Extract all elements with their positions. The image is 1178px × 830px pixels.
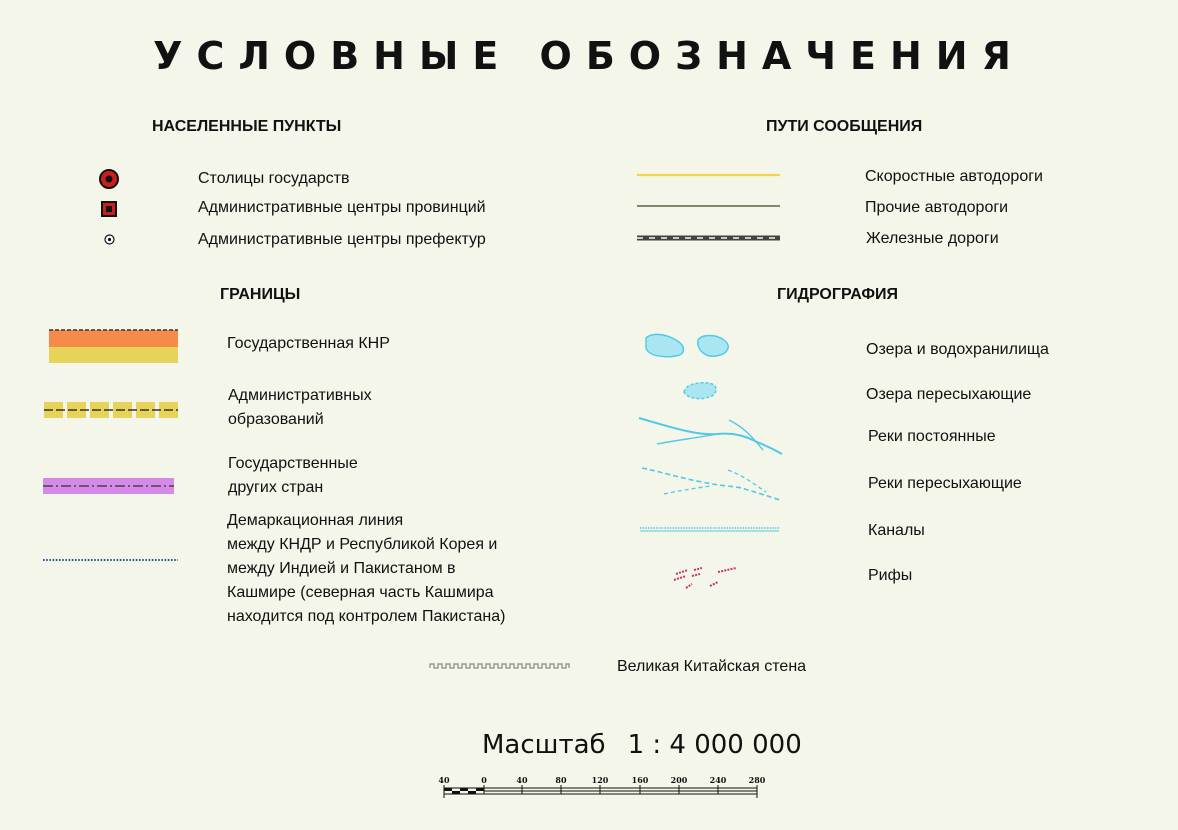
scale-title xyxy=(482,730,802,760)
scale-tick-label: 80 xyxy=(555,775,567,785)
seasonal-rivers-icon xyxy=(640,464,785,506)
borders-item-china: Государственная КНР xyxy=(227,335,390,352)
reefs-icon xyxy=(670,564,742,594)
settlements-item-prefectures: Административные центры префектур xyxy=(198,231,486,248)
capital-symbol-icon xyxy=(98,168,120,190)
scale-tick-label: 0 xyxy=(481,775,487,785)
railway-line-icon xyxy=(637,234,781,242)
borders-item-demarcation: Демаркационная линия между КНДР и Республикой Корея и между Индией и Пакистаном в Кашмире (северная часть Кашмира находится под контролем Пакистана) xyxy=(227,512,506,625)
borders-item-foreign: Государственные других стран xyxy=(228,455,358,496)
settlements-item-provinces: Административные центры провинций xyxy=(198,199,486,216)
roads-item-railways: Железные дороги xyxy=(866,230,999,247)
scale-ratio: 1 : 4 000 000 xyxy=(627,730,802,760)
scale-tick-label: 40 xyxy=(516,775,528,785)
scale-tick-label: 160 xyxy=(631,775,649,785)
demarcation-line-icon xyxy=(43,557,179,563)
china-border-icon xyxy=(49,327,179,365)
scale-tick-label: 280 xyxy=(748,775,766,785)
borders-heading: ГРАНИЦЫ xyxy=(220,286,301,303)
roads-heading: ПУТИ СООБЩЕНИЯ xyxy=(766,118,923,135)
canals-icon xyxy=(640,526,780,534)
hydro-item-reefs: Рифы xyxy=(868,567,913,584)
hydro-item-permanent-rivers: Реки постоянные xyxy=(868,428,996,445)
scale-tick-label: 240 xyxy=(709,775,727,785)
scale-label: Масштаб xyxy=(482,730,606,760)
foreign-border-icon xyxy=(43,477,175,495)
settlements-item-capitals: Столицы государств xyxy=(198,170,350,187)
scale-tick-label: 200 xyxy=(670,775,688,785)
legend-title: УСЛОВНЫЕ ОБОЗНАЧЕНИЯ xyxy=(153,34,1025,78)
hydro-item-lakes: Озера и водохранилища xyxy=(866,341,1049,358)
scale-bar xyxy=(430,772,770,802)
settlements-heading: НАСЕЛЕННЫЕ ПУНКТЫ xyxy=(152,118,342,135)
great-wall-label: Великая Китайская стена xyxy=(617,658,807,675)
lakes-icon xyxy=(640,330,740,364)
other-road-line-icon xyxy=(637,203,781,209)
admin-border-icon xyxy=(43,401,179,419)
hydro-item-dry-lakes: Озера пересыхающие xyxy=(866,386,1032,403)
borders-item-admin: Административных образований xyxy=(228,387,372,428)
scale-tick-label: 120 xyxy=(591,775,609,785)
dry-lakes-icon xyxy=(680,380,720,404)
prefecture-center-icon xyxy=(104,234,115,245)
permanent-rivers-icon xyxy=(637,412,785,456)
great-wall-icon xyxy=(430,660,570,672)
province-center-icon xyxy=(101,201,117,217)
roads-item-expressways: Скоростные автодороги xyxy=(865,168,1043,185)
hydro-item-canals: Каналы xyxy=(868,522,925,539)
scale-tick-label: 40 xyxy=(438,775,450,785)
expressway-line-icon xyxy=(637,172,781,178)
hydro-item-seasonal-rivers: Реки пересыхающие xyxy=(868,475,1022,492)
roads-item-other: Прочие автодороги xyxy=(865,199,1009,216)
hydro-heading: ГИДРОГРАФИЯ xyxy=(777,286,899,303)
